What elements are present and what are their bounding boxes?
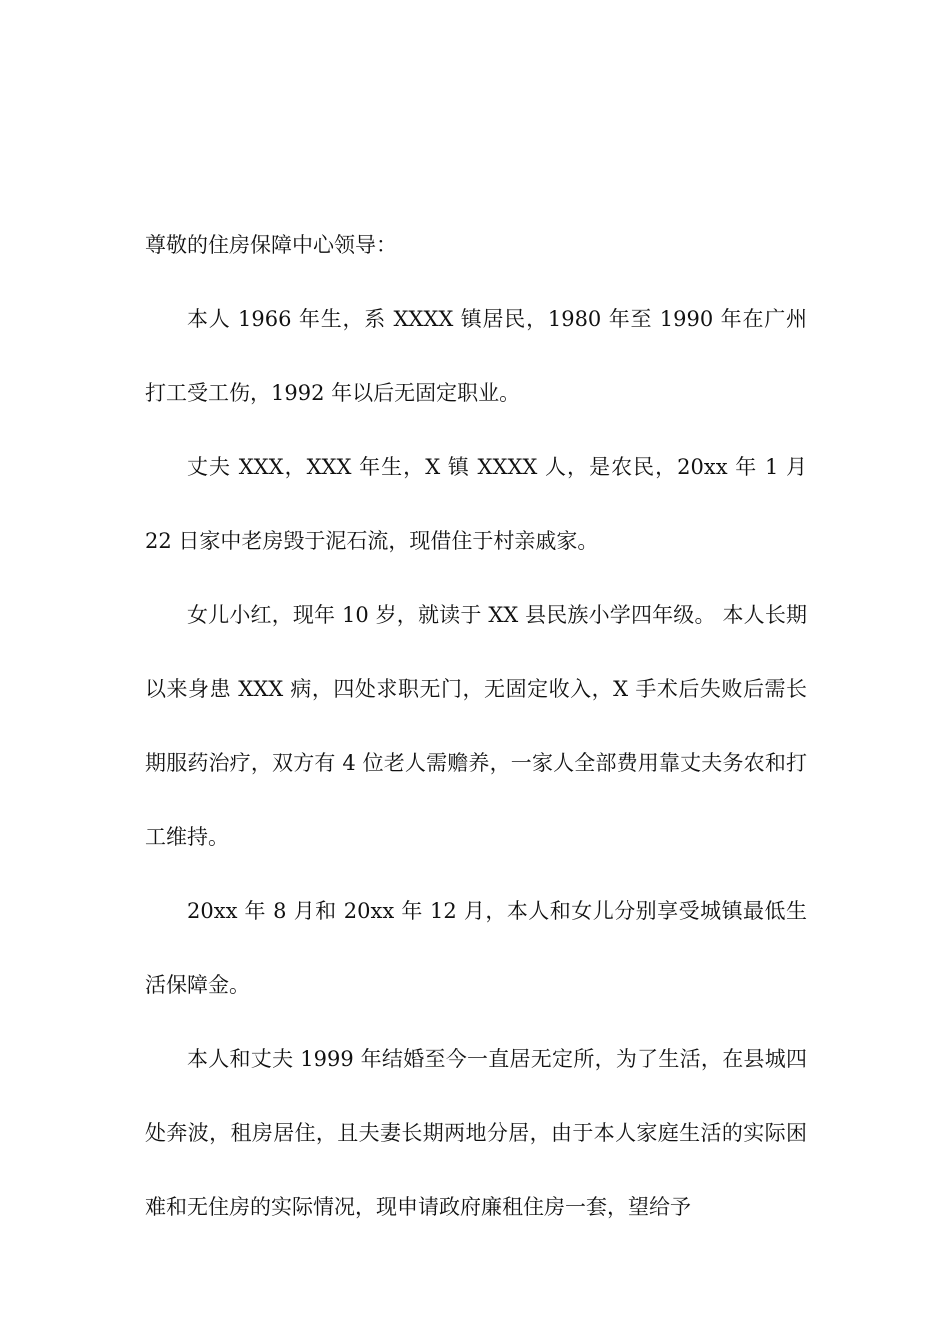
letter-body <box>145 208 807 1244</box>
paragraph-daughter-illness: 女儿小红，现年 10 岁，就读于 XX 县民族小学四年级。 本人长期以来身患 XXX 病，四处求职无门，无固定收入，X 手术后失败后需长期服药治疗，双方有 4 位老人需赡养，一家人全部费用靠丈夫务农和打工维持。 <box>145 603 807 849</box>
paragraph-birth-background: 本人 1966 年生，系 XXXX 镇居民，1980 年至 1990 年在广州打工受工伤，1992 年以后无固定职业。 <box>145 307 807 405</box>
paragraph-subsidy: 20xx 年 8 月和 20xx 年 12 月，本人和女儿分别享受城镇最低生活保障金。 <box>145 899 807 997</box>
paragraph-housing-request: 本人和丈夫 1999 年结婚至今一直居无定所，为了生活，在县城四处奔波，租房居住，且夫妻长期两地分居，由于本人家庭生活的实际困难和无住房的实际情况，现申请政府廉租住房一套，望给予 <box>145 1047 807 1219</box>
paragraph-husband: 丈夫 XXX，XXX 年生，X 镇 XXXX 人，是农民，20xx 年 1 月 22 日家中老房毁于泥石流，现借住于村亲戚家。 <box>145 455 807 553</box>
salutation: 尊敬的住房保障中心领导： <box>145 233 397 257</box>
